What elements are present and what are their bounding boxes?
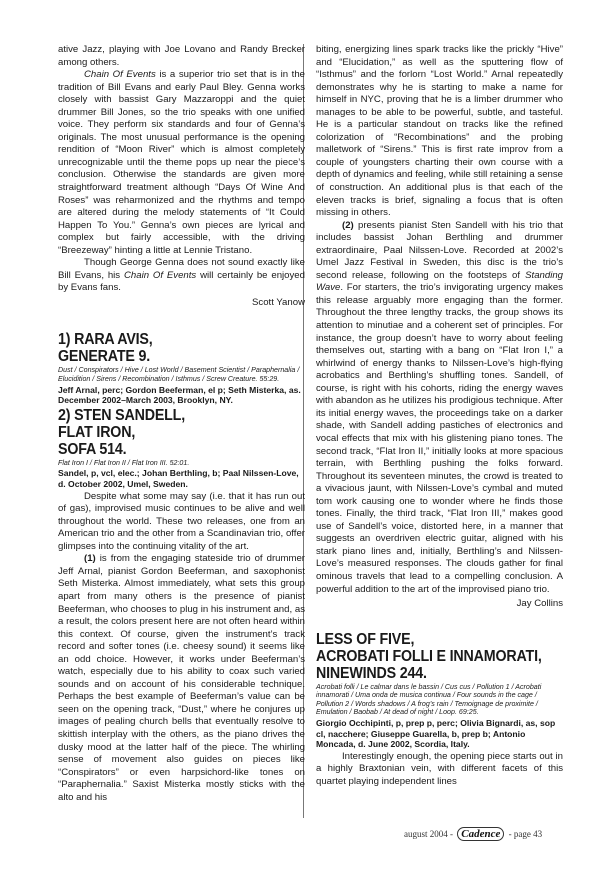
review-paragraph: (2) presents pianist Sten Sandell with his trio that includes bassist Johan Berthling and drummer extraordinaire, Paal Nilssen-Love. Recorded at 2002’s Umel Jazz Festival in Sweden, this disc is the trio’s second release, following on the footsteps of Standing Wave. For starters, the trio’s invigorating urgency makes this release arguably more engaging than the former. Throughout the three lengthy tracks, the group shows its attention to minutiae and a coherent set of principles. For instance, the group doesn’t have to worry about feeling themselves out, starting with a bang on “Flat Iron I,” a whirlwind of energy thanks to Nilssen-Love’s high-flying acrobatics and Berthling’s shuffling tones. Sandell, of course, is right with his cohorts, riding the energy waves with abandon as he utilizes his prodigious technique. After its initial energy waves, the proceedings take on a darker shade, with Sandell adding pastiches of electronics and vocal effects that mix with his glistening piano tones. The second track, “Flat Iron II,” initially looks at more spacious terrain, with Berthling pushing the folks forward. Throughout its seventeen minutes, the crowd is treated to a vivacious jaunt, with Nilssen-Love’s cymbal and muted tom work causing one to wonder where he finds those tones. Finally, the third track, “Flat Iron III,” makes good use of Sandell’s voice, distorted here, in a manner that suggests an overdriven electric guitar, aligned with his stark piano lines and, initially, Berthling’s and Nilssen-Love’s measured responses. The clouds gather for final ominous travels that lead to a compelling conclusion. A powerful addition to the art of the improvised piano trio. [316,219,563,595]
review-heading: 1) RARA AVIS, [58,331,153,349]
track-list: Flat Iron I / Flat Iron II / Flat Iron III. 52:01. [58,458,190,467]
genna-review-paragraph-3: Though George Genna does not sound exactly like Bill Evans, his Chain Of Events will certainly be enjoyed by Evans fans. [58,257,305,294]
review-paragraph: Interestingly enough, the opening piece starts out in a highly Braxtonian vein, with different facets of this quartet playing independent lines [316,750,563,787]
magazine-logo: Cadence [457,827,504,841]
review-heading: GENERATE 9. [58,348,151,366]
review-heading: SOFA 514. [58,440,127,458]
track-list: Acrobati folli / Le calmar dans le bassin / Cus cus / Pollution 1 / Acrobati innamorati / Uma onda de musica continua / Four sounds in the cage / Pollution 2 / Words shadows / A frog’s rain / Temoignage de proximite / Emulation / Baobab / At dead of night / Loop. 69:25. [316,682,542,717]
review-paragraph: biting, energizing lines spark tracks like the prickly “Hive” and “Elucidation,” as well as the sputtering flow of “Isthmus” and the forlorn “Lost World.” Arnal repeatedly demonstrates why he is starting to make a name for himself in NYC, proving that he is a limber drummer who manages to be able to be powerful, subtle, and tasteful. He is a particular standout on tracks like the refined colorization of “Recombinations” and the probing malletwork of “Sirens.” This is first rate improv from a couple of youngsters charting their own course with a depth of dynamics and feeling, while still retaining a sense of construction. An additional plus is that each of the eleven tracks is brief, signaling a focus that is often missing in others. [316,44,563,219]
review-heading: FLAT IRON, [58,423,136,441]
left-column [58,44,305,804]
personnel: Jeff Arnal, perc; Gordon Beeferman, el p; Seth Misterka, as. December 2002–March 2003, Brooklyn, NY. [58,384,301,406]
right-column [316,44,563,788]
review-heading: 2) STEN SANDELL, [58,406,186,424]
reviewer-signature: Scott Yanow [252,296,305,308]
issue-date: august 2004 - [404,829,453,839]
review-paragraph: (1) is from the engaging stateside trio of drummer Jeff Arnal, pianist Gordon Beeferman, and saxophonist Seth Misterka. Almost immediately, what sets this group apart from many others is the presence of pianist Beeferman, who chooses to plug in his instrument and, as a result, the colors present here are not often heard within this context. Of course, given the instrument’s track record and softer tones (i.e. cheesy sound) it seems like an odd choice. However, it works under Beeferman’s watch, especially due to his ability to coax such varied sounds and on account of his considerable technique. Perhaps the best example of Beeferman’s value can be seen on the opening track, “Dust,” where he conjures up images of pealing church bells that eventually resolve to skittish interplay with the others, as the piano drives the dusky mood at the latter half of the piece. The whirling sense of movement also guides on pieces like “Conspirators” or even harpsichord-like tones on “Paraphernalia.” Saxist Misterka mostly sticks with the alto and his [58,553,305,803]
page-number: - page 43 [508,829,543,839]
review-heading: NINEWINDS 244. [316,664,427,682]
review-heading: ACROBATI FOLLI E INNAMORATI, [316,647,542,665]
album-title: Chain Of Events [123,269,197,281]
reviewer-signature: Jay Collins [516,598,563,610]
review-paragraph: Despite what some may say (i.e. that it has run out of gas), improvised music continues to be alive and well throughout the world. These two releases, one from an American trio and the other from a Scandinavian trio, offer glimpses into the continuing vitality of the art. [58,490,305,552]
genna-review-end-paragraph: ative Jazz, playing with Joe Lovano and Randy Brecker among others. [58,44,305,68]
review-heading: LESS OF FIVE, [316,630,415,648]
track-list: Dust / Conspirators / Hive / Lost World / Basement Scientist / Paraphernalia / Elucidition / Sirens / Recombination / Isthmus / Screw Creature. 55:29. [58,366,300,384]
personnel: Sandel, p, vcl, elec.; Johan Berthling, b; Paal Nilssen-Love, d. October 2002, Umel, Sweden. [58,468,299,490]
genna-review-paragraph-2: Chain Of Events is a superior trio set that is in the tradition of Bill Evans and early Paul Bley. Genna works closely with bassist Gary Mazzaroppi and the quiet drummer Bill Jones, so the trio speaks with one unified voice. They perform six standards and four of Genna’s originals. The most unusual performance is the opening rendition of “Moon River” which is almost completely unrecognizable until the theme pops up near the piece’s conclusion. Otherwise the standards are given more straightforward treatment although “Days Of Wine And Roses” was reharmonized and the rhythms and tempo are altered during the melody statements of “It Could Happen To You.” Genna’s own pieces are lyrical and complex but fairly accessible, with the driving “Breezeway” hinting a little at Lennie Tristano. [58,69,305,256]
personnel: Giorgio Occhipinti, p, prep p, perc; Olivia Bignardi, as, sop cl, nacchere; Giuseppe Guarella, b, prep b; Antonio Moncada, d. June 2002, Scordia, Italy. [316,717,556,750]
item-number: (1) [84,553,96,565]
album-title: Standing Wave [316,269,563,294]
album-title: Chain Of Events [84,69,156,81]
item-number: (2) [342,219,354,231]
page-footer [404,827,542,841]
